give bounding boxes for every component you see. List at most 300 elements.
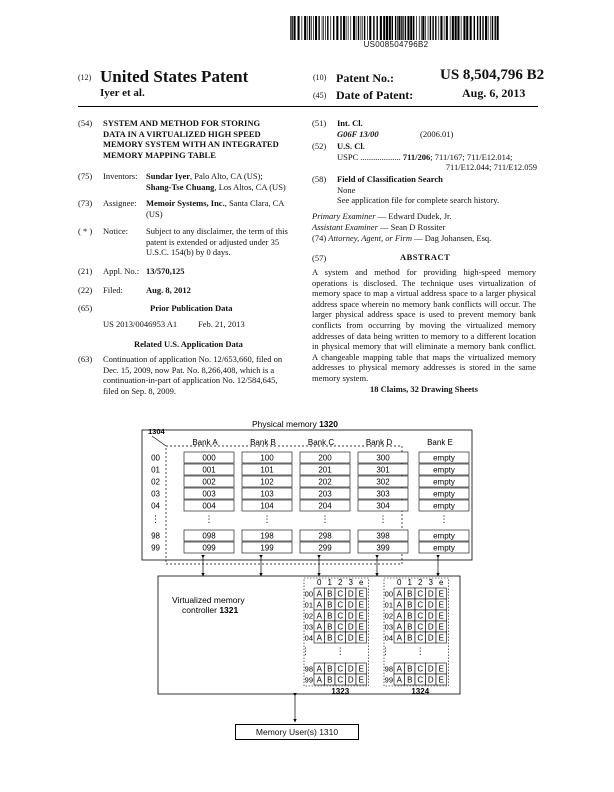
table-cell-letter: C (337, 589, 344, 599)
table-cell-letter: B (407, 600, 413, 610)
table-row-label: 01 (384, 600, 393, 610)
barcode-bar (428, 16, 429, 40)
row-label: 03 (151, 489, 160, 499)
table-cell-letter: E (358, 600, 364, 610)
memory-cell-value: 003 (202, 489, 216, 499)
assignee-label: Assignee: (103, 198, 137, 208)
barcode-bar (325, 16, 326, 40)
barcode-bar (304, 16, 306, 40)
barcode-bar (401, 16, 402, 40)
notice-line: Subject to any disclaimer, the term of this (146, 226, 288, 236)
barcode-bar (410, 16, 412, 40)
inventors-code: (75) (78, 171, 93, 181)
memory-cell-value: 304 (376, 501, 390, 511)
table-column-header: 1 (407, 578, 412, 587)
assistant-examiner (312, 222, 445, 233)
table-cell-letter: E (438, 600, 444, 610)
notice-label: Notice: (103, 226, 129, 236)
intcl-year: (2006.01) (420, 129, 454, 139)
barcode-bar (291, 16, 292, 40)
table-ellipsis: ⋮ (335, 646, 345, 656)
table-cell-letter: A (316, 675, 322, 685)
uscl-code: (52) (312, 141, 327, 151)
table-cell-letter: B (407, 622, 413, 632)
authors: Iyer et al. (100, 87, 145, 99)
uspc-classes: ; 711/167; 711/E12.014; (430, 152, 513, 162)
barcode-bar (403, 16, 404, 40)
filed-code: (22) (78, 285, 93, 295)
table-row-label: 98 (304, 664, 313, 674)
memory-cell-value: 098 (202, 531, 216, 541)
header-divider (78, 106, 538, 107)
patent-no-label: Patent No.: (336, 71, 394, 85)
barcode-bar (367, 16, 368, 40)
assignee-location: , Santa Clara, CA (224, 198, 285, 208)
abstract-code: (57) (312, 253, 327, 263)
memory-cell-value: 301 (376, 465, 390, 475)
barcode-bar (309, 16, 310, 40)
inventor-location: , Palo Alto, CA (US); (190, 171, 263, 181)
barcode-bar (333, 16, 334, 40)
appl-code: (21) (78, 266, 93, 276)
memory-cell-value: 001 (202, 465, 216, 475)
table-cell-letter: E (358, 611, 364, 621)
table-cell-letter: E (438, 664, 444, 674)
table-cell-letter: D (347, 664, 354, 674)
barcode-bar (419, 16, 420, 40)
table-cell-letter: B (327, 611, 333, 621)
table-cell-letter: C (337, 600, 344, 610)
cont-line: Dec. 15, 2009, now Pat. No. 8,266,408, which is a (103, 364, 275, 375)
table-cell-letter: D (427, 589, 434, 599)
controller-number: 1321 (219, 605, 239, 615)
table-cell-letter: A (396, 675, 402, 685)
barcode-bar (474, 16, 475, 40)
table-cell-letter: C (337, 664, 344, 674)
cell-ellipsis: ⋮ (262, 514, 272, 524)
abstract-text: A system and method for providing high-speed memory operations is disclosed. The technique uses virtualization of memory space to map a virtual address space to a larger physical address space wherein no memory bank conflicts will occur. The larger physical address space is used to prevent memory bank conflicts from occurring by moving the virtualized memory addresses of data being written to memory to a different location in physical memory that will eliminate a memory bank conflict. A changeable mapping table that maps the virtualized memory addresses to physical memory addresses is stored in the same memory system. (312, 267, 536, 383)
table-cell-letter: D (427, 675, 434, 685)
barcode-bar (313, 16, 314, 40)
barcode-bar (364, 16, 365, 40)
notice-code: ( * ) (78, 226, 93, 236)
table-row-label: 04 (384, 633, 393, 643)
assistant-examiner-label: Assistant Examiner (312, 222, 378, 232)
memory-cell-value: 204 (318, 501, 332, 511)
intcl-code: (51) (312, 118, 327, 128)
barcode-bar (362, 16, 363, 40)
barcode-bar (416, 16, 417, 40)
table-column-header: 0 (317, 578, 322, 587)
barcode-bar (383, 16, 385, 40)
table-cell-letter: D (347, 675, 354, 685)
attorney (312, 233, 491, 244)
memory-cell-value: 303 (376, 489, 390, 499)
memory-cell-value: 399 (376, 543, 390, 553)
barcode-bar (373, 16, 374, 40)
table-cell-letter: A (396, 622, 402, 632)
barcode-bar (477, 16, 478, 40)
barcode-bar (435, 16, 436, 40)
code-10: (10) (313, 73, 327, 82)
memory-cell-value: 002 (202, 477, 216, 487)
title-line: MEMORY SYSTEM WITH AN INTEGRATED (103, 139, 279, 149)
table-column-header: 3 (428, 578, 433, 587)
row-label: 98 (151, 531, 160, 541)
memory-users-label: Memory User(s) (255, 727, 317, 737)
barcode-bar (495, 16, 496, 40)
table-cell-letter: E (358, 675, 364, 685)
intcl-label: Int. Cl. (337, 118, 363, 128)
invention-title (103, 118, 303, 160)
barcode-bar (398, 16, 400, 40)
table-number: 1324 (411, 687, 430, 696)
uspc-classes-2: 711/E12.044; 711/E12.059 (445, 162, 537, 172)
title-code: (54) (78, 118, 93, 128)
table-cell-letter: C (337, 611, 344, 621)
memory-cell-value: 100 (260, 453, 274, 463)
barcode-bar (377, 16, 378, 40)
table-cell-letter: C (337, 622, 344, 632)
label-1304: 1304 (148, 427, 165, 436)
claims-line: 18 Claims, 32 Drawing Sheets (370, 384, 478, 394)
title-line: DATA IN A VIRTUALIZED HIGH SPEED (103, 128, 261, 139)
table-column-header: e (359, 578, 364, 587)
memory-cell-value: 199 (260, 543, 274, 553)
table-ellipsis: ⋮ (415, 646, 425, 656)
inventors-value (146, 171, 306, 192)
table-cell-letter: A (316, 622, 322, 632)
table-cell-letter: A (396, 633, 402, 643)
barcode-bar (452, 16, 454, 40)
memory-cell-value: 198 (260, 531, 274, 541)
memory-cell-value: empty (433, 543, 455, 553)
table-cell-letter: D (427, 633, 434, 643)
table-cell-letter: E (358, 633, 364, 643)
barcode-bar (323, 16, 324, 40)
bank-header: Bank B (250, 438, 276, 447)
table-cell-letter: B (327, 664, 333, 674)
barcode-bar (497, 16, 499, 40)
table-cell-letter: B (407, 675, 413, 685)
field-note: See application file for complete search history. (337, 195, 500, 205)
memory-cell-value: 298 (318, 531, 332, 541)
barcode-bar (298, 16, 300, 40)
barcode-bar (294, 16, 296, 40)
assignee-value (146, 198, 296, 219)
primary-examiner (312, 211, 452, 222)
table-column-header: 1 (327, 578, 332, 587)
filed-date: Aug. 8, 2012 (146, 285, 191, 295)
barcode-bar (405, 16, 406, 40)
memory-cell-value: empty (433, 531, 455, 541)
table-cell-letter: E (438, 611, 444, 621)
table-cell-letter: A (316, 589, 322, 599)
table-row-label: 02 (384, 611, 393, 621)
table-cell-letter: B (327, 633, 333, 643)
table-row-label: 03 (384, 622, 393, 632)
assignee-code: (73) (78, 198, 93, 208)
memory-users-box (235, 724, 359, 740)
barcode-bar (386, 16, 388, 40)
patent-number: US 8,504,796 B2 (440, 67, 545, 83)
table-cell-letter: C (417, 664, 424, 674)
figure-diagram (130, 418, 490, 748)
table-cell-letter: D (347, 589, 354, 599)
barcode-bar (340, 16, 341, 40)
table-cell-letter: B (327, 675, 333, 685)
barcode-bar (485, 16, 487, 40)
table-row-label: 98 (384, 664, 393, 674)
cell-ellipsis: ⋮ (204, 514, 214, 524)
table-column-header: 0 (397, 578, 402, 587)
barcode-bar (444, 16, 445, 40)
uspc-main-class: 711/206 (402, 152, 431, 162)
memory-cell-value: 299 (318, 543, 332, 553)
assignee-location: (US) (146, 208, 163, 219)
barcode-bar (450, 16, 451, 40)
table-cell-letter: B (327, 589, 333, 599)
table-cell-letter: A (396, 600, 402, 610)
table-row-label: 01 (304, 600, 313, 610)
memory-cell-value: 103 (260, 489, 274, 499)
primary-examiner-name: — Edward Dudek, Jr. (377, 211, 452, 221)
barcode-bar (413, 16, 414, 40)
table-cell-letter: A (316, 633, 322, 643)
memory-cell-value: 101 (260, 465, 274, 475)
table-cell-letter: C (417, 589, 424, 599)
memory-cell-value: 202 (318, 477, 332, 487)
leader-1304 (152, 436, 166, 446)
barcode-bar (482, 16, 483, 40)
row-ellipsis: ⋮ (151, 514, 160, 524)
table-cell-letter: D (347, 622, 354, 632)
assignee-name: Memoir Systems, Inc. (146, 198, 225, 208)
table-cell-letter: D (347, 611, 354, 621)
barcode-bar (322, 16, 323, 40)
prior-pub-number: US 2013/0046953 A1 (103, 319, 178, 329)
date-label: Date of Patent: (336, 88, 414, 102)
table-row-label: 99 (304, 675, 313, 685)
memory-cell-value: empty (433, 489, 455, 499)
barcode-bar (430, 16, 431, 40)
table-cell-letter: C (417, 611, 424, 621)
bank-header: Bank C (307, 438, 335, 447)
barcode-bar (488, 16, 489, 40)
table-column-header: 2 (338, 578, 343, 587)
cont-line: continuation-in-part of application No. 12/584,645, (103, 375, 278, 385)
barcode-bar (407, 16, 409, 40)
notice-text (146, 226, 296, 258)
uspc-label: USPC (337, 152, 359, 162)
table-cell-letter: B (407, 589, 413, 599)
barcode-bar (348, 16, 349, 40)
physical-memory-title: Physical memory 1320 (252, 419, 338, 429)
bank-header: Bank A (192, 438, 218, 447)
uscl-label: U.S. Cl. (337, 141, 365, 151)
memory-cell-value: 102 (260, 477, 274, 487)
prior-pub-date: Feb. 21, 2013 (198, 319, 245, 329)
memory-cell-value: 200 (318, 453, 332, 463)
barcode-bar (356, 16, 357, 40)
barcode (290, 16, 502, 40)
barcode-bar (307, 16, 308, 40)
table-cell-letter: C (417, 600, 424, 610)
barcode-bar (389, 16, 391, 40)
table-row-label: 03 (304, 622, 313, 632)
table-cell-letter: E (358, 589, 364, 599)
table-cell-letter: A (316, 611, 322, 621)
barcode-bar (490, 16, 491, 40)
table-cell-letter: C (417, 633, 424, 643)
barcode-bar (330, 16, 331, 40)
related-heading: Related U.S. Application Data (134, 339, 243, 349)
cont-code: (63) (78, 354, 93, 364)
table-cell-letter: E (438, 675, 444, 685)
memory-cell-value: empty (433, 501, 455, 511)
barcode-bar (425, 16, 426, 40)
controller-label: Virtualized memory (172, 595, 245, 605)
barcode-bar (290, 16, 291, 40)
barcode-bar (432, 16, 433, 40)
table-row-label: 99 (384, 675, 393, 685)
barcode-bar (466, 16, 468, 40)
table-cell-letter: C (417, 622, 424, 632)
table-column-header: e (439, 578, 444, 587)
prior-code: (65) (78, 303, 93, 313)
controller-label: controller 1321 (182, 605, 239, 615)
field-code: (58) (312, 174, 327, 184)
filed-label: Filed: (103, 285, 123, 295)
table-cell-letter: D (427, 600, 434, 610)
barcode-bar (311, 16, 312, 40)
table-cell-letter: A (316, 664, 322, 674)
barcode-bar (343, 16, 345, 40)
bank-header: Bank E (427, 438, 453, 447)
appl-number: 13/570,125 (146, 266, 185, 276)
memory-cell-value: 104 (260, 501, 274, 511)
barcode-bar (358, 16, 359, 40)
table-cell-letter: E (438, 622, 444, 632)
attorney-label: Attorney, Agent, or Firm (328, 233, 412, 243)
table-number: 1323 (331, 687, 350, 696)
continuation-text (103, 354, 303, 396)
barcode-bar (327, 16, 328, 40)
uspc-dots: ................... (360, 152, 401, 162)
memory-cell-value: 000 (202, 453, 216, 463)
memory-cell-value: 099 (202, 543, 216, 553)
uspc-line (337, 152, 537, 163)
table-cell-letter: C (417, 675, 424, 685)
table-cell-letter: A (396, 589, 402, 599)
table-cell-letter: B (407, 664, 413, 674)
patent-type-title: United States Patent (100, 67, 249, 86)
memory-cell-value: empty (433, 453, 455, 463)
inventor-name: Shang-Tse Chuang (146, 181, 215, 192)
barcode-bar (380, 16, 382, 40)
table-row-label: 04 (304, 633, 313, 643)
table-cell-letter: C (337, 675, 344, 685)
barcode-bar (395, 16, 396, 40)
barcode-bar (461, 16, 462, 40)
table-cell-letter: D (427, 622, 434, 632)
table-cell-letter: E (438, 633, 444, 643)
memory-cell-value: 300 (376, 453, 390, 463)
barcode-bar (350, 16, 351, 40)
field-label: Field of Classification Search (337, 174, 443, 184)
barcode-bar (315, 16, 317, 40)
inventors-label: Inventors: (103, 171, 138, 181)
table-cell-letter: D (427, 611, 434, 621)
table-cell-letter: B (407, 611, 413, 621)
physical-memory-number: 1320 (319, 419, 338, 429)
cell-ellipsis: ⋮ (320, 514, 330, 524)
row-label: 04 (151, 501, 160, 511)
assistant-examiner-name: — Sean D Rossiter (380, 222, 446, 232)
code-12: (12) (78, 73, 92, 82)
barcode-bar (457, 16, 459, 40)
barcode-bar (421, 16, 422, 40)
table-row-label: 00 (384, 589, 393, 599)
barcode-bar (346, 16, 347, 40)
table-cell-letter: A (396, 611, 402, 621)
barcode-number: US008504796B2 (363, 40, 429, 49)
barcode-bar (397, 16, 398, 40)
barcode-bar (440, 16, 442, 40)
table-cell-letter: B (327, 622, 333, 632)
memory-cell-value: 398 (376, 531, 390, 541)
barcode-bar (480, 16, 481, 40)
row-label: 99 (151, 543, 160, 553)
table-cell-letter: D (347, 600, 354, 610)
barcode-bar (492, 16, 493, 40)
barcode-bar (318, 16, 319, 40)
patent-date: Aug. 6, 2013 (462, 86, 526, 100)
inventor-name: Sundar Iyer (146, 171, 191, 181)
bank-header: Bank D (365, 438, 393, 447)
barcode-bar (336, 16, 338, 40)
cont-line: filed on Sep. 8, 2009. (103, 385, 176, 396)
row-label: 00 (151, 453, 160, 463)
memory-users-number: 1310 (319, 727, 339, 737)
barcode-bar (470, 16, 472, 40)
table-column-header: 3 (348, 578, 353, 587)
intcl-class: G06F 13/00 (337, 129, 379, 139)
title-line: SYSTEM AND METHOD FOR STORING (103, 118, 261, 128)
table-cell-letter: D (427, 664, 434, 674)
memory-cell-value: 201 (318, 465, 332, 475)
prior-heading: Prior Publication Data (150, 303, 233, 313)
table-cell-letter: A (396, 664, 402, 674)
barcode-bar (361, 16, 362, 40)
barcode-bar (438, 16, 439, 40)
barcode-bar (302, 16, 303, 40)
abstract-heading: ABSTRACT (400, 252, 451, 262)
table-cell-letter: B (407, 633, 413, 643)
barcode-bar (392, 16, 393, 40)
barcode-bar (369, 16, 371, 40)
table-cell-letter: C (337, 633, 344, 643)
table-cell-letter: E (358, 622, 364, 632)
notice-line: patent is extended or adjusted under 35 (146, 236, 280, 247)
barcode-bar (463, 16, 465, 40)
table-row-ellipsis: ⋮ (301, 646, 310, 656)
barcode-bar (446, 16, 448, 40)
table-cell-letter: E (438, 589, 444, 599)
title-line: MEMORY MAPPING TABLE (103, 149, 216, 160)
field-none: None (337, 185, 356, 195)
table-column-header: 2 (418, 578, 423, 587)
